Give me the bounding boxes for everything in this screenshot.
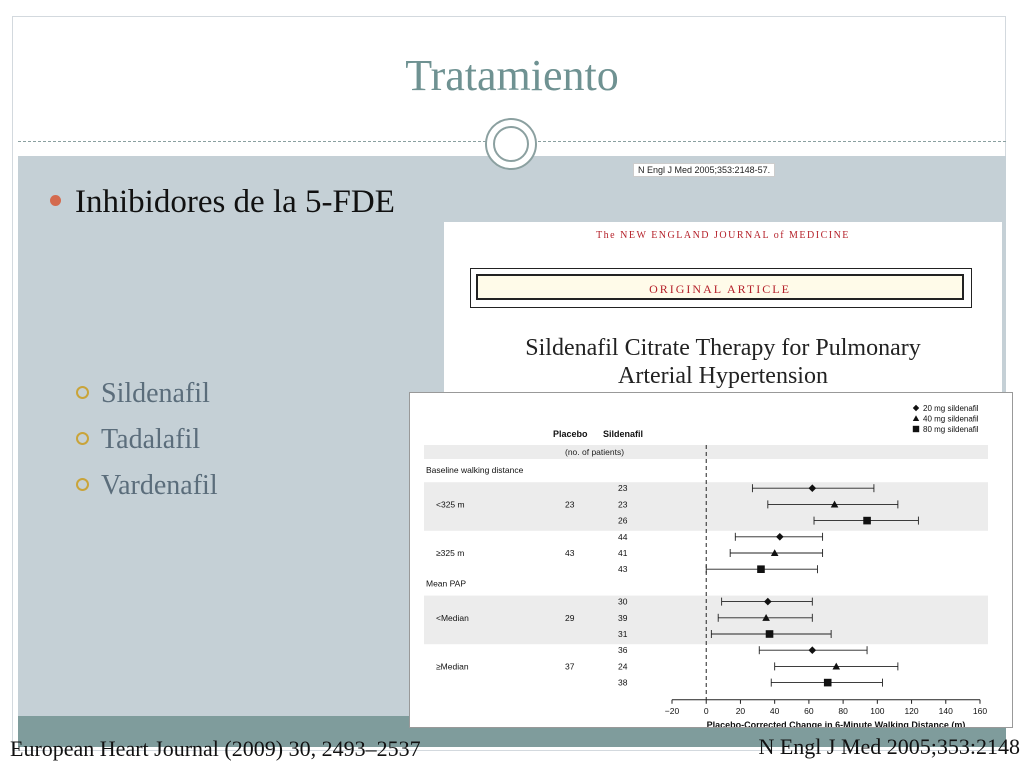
group-label: ≥325 m: [436, 548, 465, 558]
group-header: Mean PAP: [426, 578, 467, 589]
x-tick-label: 40: [769, 705, 780, 716]
col-header-placebo: Placebo: [553, 429, 588, 439]
main-bullet-text: Inhibidores de la 5-FDE: [75, 184, 395, 220]
row-n-sildenafil: 31: [618, 629, 628, 639]
x-tick-label: 0: [703, 705, 709, 716]
row-n-sildenafil: 43: [618, 564, 628, 575]
row-n-sildenafil: 30: [618, 596, 628, 607]
divider-circle-icon: [485, 118, 537, 170]
legend-marker-square: [913, 426, 919, 432]
main-bullet: [50, 184, 395, 221]
x-tick-label: 80: [838, 705, 848, 716]
point-square: [757, 565, 765, 573]
x-axis-label: Placebo-Corrected Change in 6-Minute Walking Distance (m): [706, 719, 966, 727]
row-n-sildenafil: 36: [618, 645, 628, 656]
row-n-sildenafil: 24: [618, 661, 628, 672]
row-n-sildenafil: 23: [618, 499, 628, 510]
x-tick-label: 120: [904, 705, 919, 716]
sub-bullet-tadalafil: Tadalafil: [76, 424, 200, 456]
point-square: [824, 679, 832, 687]
point-square: [766, 630, 774, 638]
sub-bullet-sildenafil: Sildenafil: [76, 378, 210, 410]
ring-bullet-icon: [76, 386, 89, 399]
row-n-sildenafil: 39: [618, 612, 628, 623]
row-n-sildenafil: 41: [618, 548, 628, 558]
col-subheader: (no. of patients): [565, 447, 625, 457]
slide-title: Tratamiento: [405, 51, 619, 100]
point-diamond: [776, 533, 784, 541]
footer-citation-left: European Heart Journal (2009) 30, 2493–2537: [10, 736, 421, 761]
legend-label: 20 mg sildenafil: [923, 404, 979, 413]
row-n-sildenafil: 38: [618, 677, 628, 688]
x-tick-label: 60: [804, 705, 814, 716]
article-image: [444, 222, 1002, 402]
journal-masthead: The NEW ENGLAND JOURNAL of MEDICINE: [596, 230, 850, 241]
group-label: <Median: [436, 612, 469, 623]
article-title-line2: Arterial Hypertension: [618, 363, 828, 389]
legend-label: 80 mg sildenafil: [923, 425, 979, 434]
sub-bullet-vardenafil: Vardenafil: [76, 470, 218, 502]
row-n-placebo: 37: [565, 661, 575, 672]
article-type-label: ORIGINAL ARTICLE: [476, 274, 964, 300]
row-n-placebo: 43: [565, 548, 575, 558]
point-square: [863, 517, 871, 525]
x-tick-label: 20: [735, 705, 746, 716]
x-tick-label: 140: [938, 705, 953, 716]
bullet-dot-icon: [50, 195, 61, 206]
legend-marker-diamond: [913, 405, 919, 411]
col-header-sildenafil: Sildenafil: [603, 429, 644, 439]
ring-bullet-icon: [76, 478, 89, 491]
forest-plot-svg: [410, 393, 1012, 727]
legend-label: 40 mg sildenafil: [923, 414, 979, 424]
group-label: ≥Median: [436, 661, 469, 672]
citation-label: N Engl J Med 2005;353:2148-57.: [633, 163, 775, 177]
ring-bullet-icon: [76, 432, 89, 445]
row-n-placebo: 29: [565, 612, 575, 623]
x-tick-label: 100: [870, 705, 885, 716]
point-diamond: [809, 646, 817, 654]
group-header: Baseline walking distance: [426, 465, 524, 475]
x-tick-label: −20: [664, 705, 680, 716]
x-tick-label: 160: [972, 705, 988, 716]
row-n-sildenafil: 26: [618, 515, 628, 526]
row-n-sildenafil: 23: [618, 483, 628, 494]
group-label: <325 m: [436, 499, 465, 510]
row-n-sildenafil: 44: [618, 531, 628, 542]
forest-plot: [409, 392, 1013, 728]
article-title: [444, 334, 1002, 390]
row-n-placebo: 23: [565, 499, 575, 510]
footer-citation-right: N Engl J Med 2005;353:2148: [758, 734, 1020, 759]
legend-marker-triangle: [913, 415, 919, 421]
article-title-line1: Sildenafil Citrate Therapy for Pulmonary: [525, 335, 921, 361]
